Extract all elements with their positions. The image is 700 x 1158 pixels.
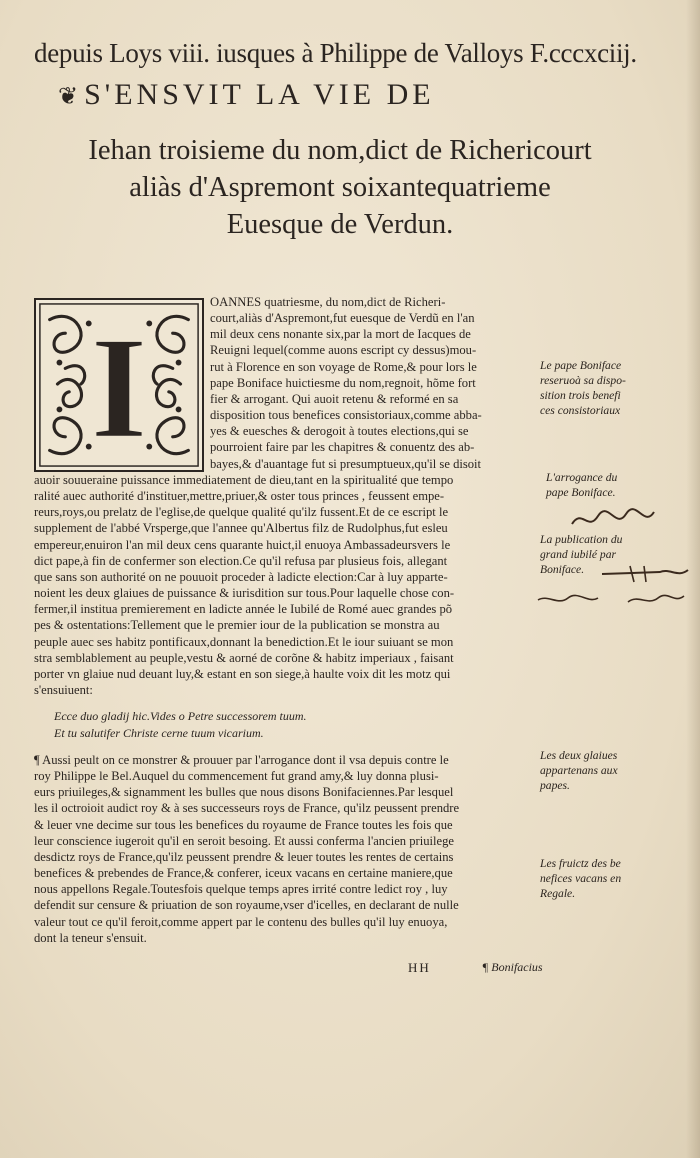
text-line: Reuigni lequel(comme auons escript cy dessus)mou- [210, 343, 477, 358]
text-line: eurs priuileges,& signamment les bulles que nous disons Bonifaciennes.Par lesquel [34, 785, 454, 800]
note-line: papes. [540, 779, 570, 792]
text-line: leur conscience iugeroit qu'il en seroit besoing. Et aussi conferma l'ancien priuilege [34, 833, 454, 848]
text-line: valeur tout ce qu'il feroit,comme appert par le contenu des bulles qu'il luy enuoya, [34, 914, 448, 929]
text-line: defendit sur censure & priuation de son royaume,vser d'icelles, en declarant de nulle [34, 898, 459, 913]
margin-note-regale [540, 856, 621, 901]
text-line: rut à Florence en son voyage de Rome,& pour lors le [210, 359, 477, 374]
text-line: nous appellons Regale.Toutesfois quelque temps apres irrité contre ledict roy , luy [34, 882, 448, 897]
note-line: appartenans aux [540, 764, 618, 777]
text-line: court,aliàs d'Aspremont,fut euesque de Verdũ en l'an [210, 311, 475, 326]
title-line: Euesque de Verdun. [226, 209, 454, 240]
note-line: reseruoà sa dispo- [540, 374, 626, 387]
heading-text: S'ENSVIT LA VIE DE [84, 78, 435, 111]
note-line: Les deux glaiues [540, 749, 618, 762]
text-line: empereur,enuiron l'an mil deux cens quarante huict,il enuoya Ambassadeursvers le [34, 537, 451, 552]
text-line: supplement de l'abbé Vrsperge,que l'annee qu'Albertus filz de Rudolphus,fut esleu [34, 521, 448, 536]
text-line: reurs,roys,ou prelatz de l'eglise,de quelque qualité qu'ilz fussent.Et de ce escript le [34, 505, 449, 520]
quote-line: Ecce duo gladij hic.Vides o Petre successorem tuum. [54, 709, 307, 723]
text-line: noient les deux glaiues de puissance & iurisdition sur tous.Pour laquelle chose con- [34, 586, 455, 601]
text-line: que sans son authorité on ne pouuoit proceder à ladicte election:Car à luy apparte- [34, 569, 448, 584]
text-line: fier & arrogant. Qui auoit retenu & reformé en sa [210, 391, 459, 406]
paragraph-one-narrow [210, 294, 482, 472]
text-line: & leuer vne decime sur tous les benefices du royaume de France toutes les fois que [34, 817, 453, 832]
text-line: mil deux cens nonante six,par la mort de Iacques de [210, 327, 471, 342]
text-line: peuple auec ses habitz pontificaux,donnant la benediction.Et le iour suiuant se mon [34, 634, 454, 649]
paragraph-one-full [34, 472, 454, 698]
quote-line: Et tu salutifer Christe cerne tuum vicarium. [54, 726, 264, 740]
fleuron-icon: ❦ [58, 84, 79, 110]
catchword: ¶ Bonifacius [482, 960, 543, 974]
text-line: bayes,& d'auantage fut si presumptueux,qu'il se disoit [210, 456, 482, 471]
text-line: pourroient faire par les chapitres & conuentz des ab- [210, 440, 475, 455]
running-head: depuis Loys viii. iusques à Philippe de Valloys F.cccxciij. [34, 38, 637, 68]
text-line: stra semblablement au peuple,vestu & aorné de corõne & habitz imperiaux , faisant [34, 650, 454, 665]
text-line: fermer,il institua premierement en ladicte année le Iubilé de Romé auec grandes põ [34, 602, 453, 617]
initial-letter: I [90, 305, 148, 469]
margin-note-benefices [540, 358, 626, 418]
text-line: porter vn glaiue nud deuant luy,& estant en son siege,à haulte voix dit les motz qui [34, 666, 451, 681]
text-line: roy Philippe le Bel.Auquel du commencement fut grand amy,& luy donna plusi- [34, 769, 439, 784]
note-line: L'arrogance du [546, 471, 618, 484]
chapter-heading [58, 78, 668, 112]
chapter-title [30, 132, 650, 243]
title-line: Iehan troisieme du nom,dict de Richericourt [88, 135, 592, 166]
note-line: La publication du [540, 533, 623, 546]
text-line: ralité auec authorité d'instituer,mettre,priuer,& oster tous princes , feussent empe- [34, 489, 445, 504]
margin-note-arrogance [546, 470, 617, 500]
text-line: pape Boniface huictiesme du nom,regnoit, hõme fort [210, 375, 476, 390]
ornament-icon [36, 300, 202, 470]
note-line: sition trois benefi [540, 389, 621, 402]
decorated-initial [34, 298, 204, 472]
text-line: s'ensuiuent: [34, 683, 93, 698]
note-line: nefices vacans en [540, 872, 622, 885]
note-line: Les fruictz des be [540, 857, 621, 870]
text-line: les il octroioit audict roy & à ses successeurs roys de France, qu'ilz peussent prendre [34, 801, 460, 816]
handwritten-flourish-icon [600, 562, 692, 586]
note-line: Boniface. [540, 563, 585, 576]
paragraph-two [34, 752, 459, 946]
margin-note-glaiues [540, 748, 618, 793]
note-line: Regale. [540, 887, 576, 900]
signature-mark: HH [408, 960, 431, 975]
note-line: ces consistoriaux [540, 404, 621, 417]
handwritten-mark-icon [568, 506, 658, 534]
text-line: dict pape,à fin de confermer son election.Ce qu'il refusa par plusieus fois, allegant [34, 553, 448, 568]
title-line: aliàs d'Aspremont soixantequatrieme [129, 172, 551, 203]
text-line: dont la teneur s'ensuit. [34, 930, 147, 945]
note-line: Le pape Boniface [540, 359, 622, 372]
text-line: pes & ostentations:Tellement que le premier iour de la publication se monstra au [34, 618, 440, 633]
text-line: OANNES quatriesme, du nom,dict de Richeri- [210, 295, 446, 309]
text-line: disposition tous benefices consistoriaux,comme abba- [210, 408, 482, 423]
handwritten-scribble-icon [536, 590, 686, 610]
text-line: ¶ Aussi peult on ce monstrer & prouuer par l'arrogance dont il vsa depuis contre le [34, 753, 449, 767]
heading-line [58, 78, 668, 112]
text-line: auoir souueraine puissance immediatement de dieu,tant en la spiritualité que tempo [34, 473, 454, 487]
note-line: pape Boniface. [546, 486, 616, 499]
note-line: grand iubilé par [540, 548, 617, 561]
text-line: benefices & prebendes de France,& conferer, iceux vacans en certaine maniere,que [34, 866, 453, 881]
latin-quotation [54, 708, 307, 742]
text-line: desdictz roys de France,qu'ilz peussent prendre & leuer toutes les rentes de certains [34, 849, 454, 864]
text-line: yes & euesches & derogoit à toutes elections,qui se [210, 424, 469, 439]
